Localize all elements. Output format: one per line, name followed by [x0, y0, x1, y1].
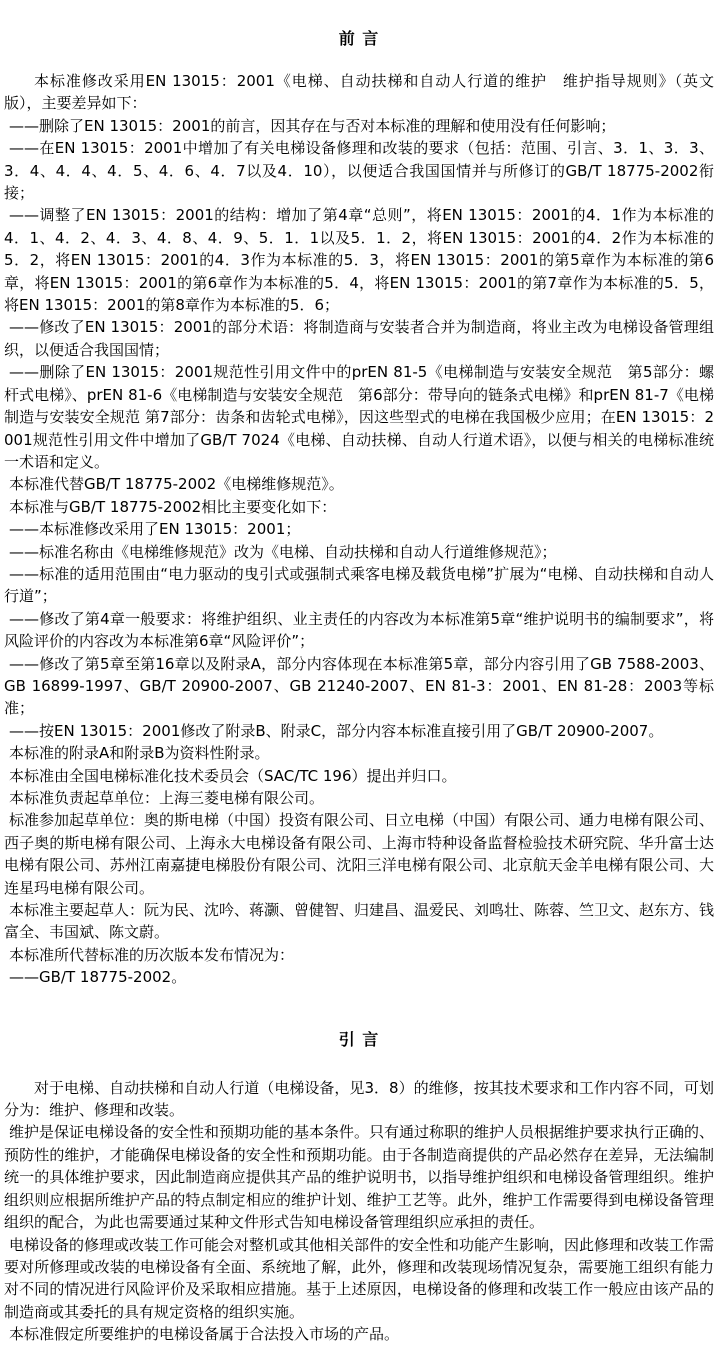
section-title: 前 言: [338, 29, 380, 48]
paragraph: ——本标准修改采用了EN 13015：2001；: [9, 520, 301, 539]
paragraph: ——按EN 13015：2001修改了附录B、附录C，部分内容本标准直接引用了GB/T 20900-2007。: [9, 721, 664, 740]
paragraph: ——删除了EN 13015：2001规范性引用文件中的prEN 81-5《电梯制造与安装安全规范 第5部分：螺杆式电梯》、prEN 81-6《电梯制造与安装安全规范 第6部分：带导向的链条式电梯》和prEN 81-7《电梯制造与安装安全规范 第7部分：齿条和齿轮式电梯》，因这些型式的电梯在我国极少应用；在EN 13015：2001规范性引用文件中增加了GB/T 7024《电梯、自动扶梯、自动人行道术语》，以便与相关的电梯标准统一术语和定义。: [4, 363, 714, 471]
section-foreword: [4, 28, 714, 989]
paragraph: 本标准修改采用EN 13015：2001《电梯、自动扶梯和自动人行道的维护 维护指导规则》（英文版），主要差异如下：: [4, 72, 714, 113]
paragraph: ——标准名称由《电梯维修规范》改为《电梯、自动扶梯和自动人行道维修规范》；: [9, 542, 557, 561]
paragraph: 本标准由全国电梯标准化技术委员会（SAC/TC 196）提出并归口。: [9, 766, 457, 785]
paragraph: ——修改了第5章至第16章以及附录A，部分内容体现在本标准第5章，部分内容引用了GB 7588-2003、GB 16899-1997、GB/T 20900-2007、GB 21240-2007、EN 81-3：2001、EN 81-28：2003等标准；: [4, 654, 714, 718]
paragraph: ——修改了EN 13015：2001的部分术语：将制造商与安装者合并为制造商，将业主改为电梯设备管理组织，以便适合我国国情；: [4, 318, 714, 359]
paragraph: 本标准代替GB/T 18775-2002《电梯维修规范》。: [9, 475, 344, 494]
paragraph: 对于电梯、自动扶梯和自动人行道（电梯设备，见3．8）的维修，按其技术要求和工作内容不同，可划分为：维护、修理和改装。: [4, 1078, 714, 1120]
paragraph: 电梯设备的修理或改装工作可能会对整机或其他相关部件的安全性和功能产生影响，因此修理和改装工作需要对所修理或改装的电梯设备有全面、系统地了解，此外，修理和改装现场情况复杂，需要施工组织有能力对不同的情况进行风险评价及采取相应措施。基于上述原因，电梯设备的修理和改装工作一般应由该产品的制造商或其委托的具有规定资格的组织实施。: [4, 1235, 715, 1321]
paragraph: ——标准的适用范围由“电力驱动的曳引式或强制式乘客电梯及载货电梯”扩展为“电梯、自动扶梯和自动人行道”；: [4, 564, 714, 606]
paragraph: 维护是保证电梯设备的安全性和预期功能的基本条件。只有通过称职的维护人员根据维护要求执行正确的、预防性的维护，才能确保电梯设备的安全性和预期功能。由于各制造商提供的产品必然存在差异，无法编制统一的具体维护要求，因此制造商应提供其产品的维护说明书，以指导维护组织和电梯设备管理组织。维护组织则应根据所维护产品的特点制定相应的维护计划、维护工艺等。此外，维护工作需要得到电梯设备管理组织的配合，为此也需要通过某种文件形式告知电梯设备管理组织应承担的责任。: [4, 1123, 715, 1232]
paragraph: ——GB/T 18775-2002。: [9, 968, 187, 987]
paragraph: ——在EN 13015：2001中增加了有关电梯设备修理和改装的要求（包括：范围、引言、3．1、3．3、3．4、4．4、4．5、4．6、4．7以及4．10），以便适合我国国情并与所修订的GB/T 18775-2002衔接；: [4, 139, 714, 203]
paragraph: ——删除了EN 13015：2001的前言，因其存在与否对本标准的理解和使用没有任何影响；: [9, 116, 616, 135]
paragraph: 本标准负责起草单位：上海三菱电梯有限公司。: [9, 789, 325, 807]
paragraph: 本标准主要起草人：阮为民、沈吟、蒋灏、曾健智、归建昌、温爱民、刘鸣壮、陈蓉、竺卫文、赵东方、钱富全、韦国斌、陈文蔚。: [4, 901, 715, 942]
paragraph: 标准参加起草单位：奥的斯电梯（中国）投资有限公司、日立电梯（中国）有限公司、通力电梯有限公司、西子奥的斯电梯有限公司、上海永大电梯设备有限公司、上海市特种设备监督检验技术研究院、华升富士达电梯有限公司、苏州江南嘉捷电梯股份有限公司、沈阳三洋电梯有限公司、北京航天金羊电梯有限公司、大连星玛电梯有限公司。: [4, 811, 715, 897]
paragraph: ——修改了第4章一般要求：将维护组织、业主责任的内容改为本标准第5章“维护说明书的编制要求”，将风险评价的内容改为本标准第6章“风险评价”；: [4, 609, 714, 651]
paragraph: 本标准的附录A和附录B为资料性附录。: [9, 744, 270, 763]
paragraph: 本标准与GB/T 18775-2002相比主要变化如下：: [9, 497, 337, 516]
paragraph: 本标准所代替标准的历次版本发布情况为：: [9, 945, 295, 964]
section-introduction: [4, 1029, 714, 1346]
section-title: 引 言: [338, 1029, 380, 1049]
paragraph: ——调整了EN 13015：2001的结构：增加了第4章“总则”，将EN 13015：2001的4．1作为本标准的4．1、4．2、4．3、4．8、4．9、5．1．1以及5．1．2，将EN 13015：2001的4．2作为本标准的5．2，将EN 13015：2001的4．3作为本标准的5．3，将EN 13015：2001的第5章作为本标准的第6章，将EN 13015：2001的第6章作为本标准的5．4，将EN 13015：2001的第7章作为本标准的5．5，将EN 13015：2001的第8章作为本标准的5．6；: [4, 206, 714, 315]
paragraph: 本标准假定所要维护的电梯设备属于合法投入市场的产品。: [9, 1325, 400, 1344]
